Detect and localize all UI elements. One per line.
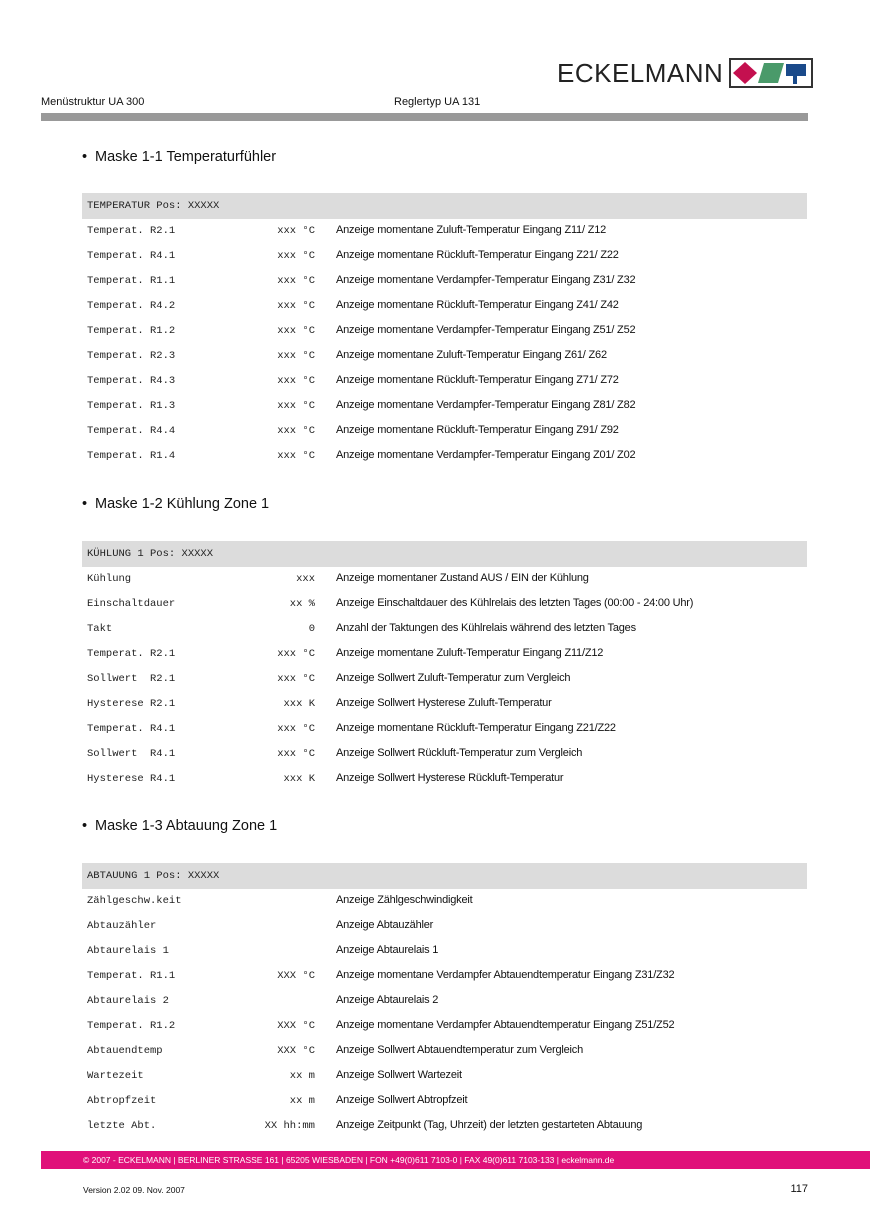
footer-version: Version 2.02 09. Nov. 2007 (83, 1185, 185, 1195)
row-label: Abtropfzeit (87, 1095, 157, 1107)
table-row (82, 394, 807, 419)
logo-blue-square (786, 64, 806, 76)
row-value: xxx °C (277, 350, 315, 362)
row-label: Abtauendtemp (87, 1045, 163, 1057)
row-description: Anzeige momentane Verdampfer-Temperatur Eingang Z51/ Z52 (336, 324, 636, 336)
row-description: Anzeige Sollwert Rückluft-Temperatur zum Vergleich (336, 747, 583, 759)
table-row (82, 244, 807, 269)
table-row (82, 319, 807, 344)
header-controller-type: Reglertyp UA 131 (394, 96, 481, 108)
row-label: Temperat. R2.1 (87, 648, 176, 660)
row-label: Temperat. R1.3 (87, 400, 176, 412)
row-description: Anzeige momentane Zuluft-Temperatur Eingang Z61/ Z62 (336, 349, 607, 361)
row-description: Anzeige Sollwert Abtropfzeit (336, 1094, 468, 1106)
table-row (82, 767, 807, 792)
eckelmann-logo (557, 58, 813, 88)
table-row (82, 419, 807, 444)
row-label: Zählgeschw.keit (87, 895, 182, 907)
row-value: xxx °C (277, 748, 315, 760)
table-row (82, 592, 807, 617)
row-value: xx m (289, 1095, 315, 1107)
row-value: xxx °C (277, 325, 315, 337)
bullet-icon: • (82, 818, 88, 834)
row-value: xxx K (283, 698, 315, 710)
row-value: xxx (296, 573, 315, 585)
row-label: Temperat. R4.1 (87, 723, 176, 735)
table-row (82, 667, 807, 692)
row-description: Anzeige Sollwert Hysterese Zuluft-Temperatur (336, 697, 552, 709)
row-value: xx m (289, 1070, 315, 1082)
table-row (82, 989, 807, 1014)
row-label: Temperat. R4.3 (87, 375, 176, 387)
section-title-text: Maske 1-2 Kühlung Zone 1 (95, 496, 270, 512)
header-document-title: Menüstruktur UA 300 (41, 96, 145, 108)
row-label: Temperat. R4.4 (87, 425, 176, 437)
row-description: Anzahl der Taktungen des Kühlrelais während des letzten Tages (336, 622, 636, 634)
row-value: xx % (289, 598, 315, 610)
row-description: Anzeige momentane Verdampfer Abtauendtemperatur Eingang Z31/Z32 (336, 969, 675, 981)
section-title (82, 149, 276, 165)
table-header: KÜHLUNG 1 Pos: XXXXX (82, 541, 807, 567)
table-row (82, 939, 807, 964)
bullet-icon: • (82, 496, 88, 512)
table-row (82, 1064, 807, 1089)
section-title-text: Maske 1-3 Abtauung Zone 1 (95, 818, 278, 834)
table-row (82, 444, 807, 469)
row-label: Abtaurelais 1 (87, 945, 169, 957)
row-label: Hysterese R4.1 (87, 773, 176, 785)
row-value: XX hh:mm (264, 1120, 315, 1132)
row-label: Einschaltdauer (87, 598, 176, 610)
row-description: Anzeige Abtaurelais 1 (336, 944, 439, 956)
row-label: Temperat. R4.2 (87, 300, 176, 312)
header-divider (41, 113, 808, 121)
row-description: Anzeige momentane Zuluft-Temperatur Eingang Z11/ Z12 (336, 224, 607, 236)
row-label: Sollwert R2.1 (87, 673, 176, 685)
table-row (82, 914, 807, 939)
row-value: xxx °C (277, 723, 315, 735)
row-value: XXX °C (277, 1020, 315, 1032)
table-row (82, 294, 807, 319)
table-row (82, 567, 807, 592)
row-value: XXX °C (277, 970, 315, 982)
row-description: Anzeige Abtauzähler (336, 919, 434, 931)
row-description: Anzeige momentane Verdampfer-Temperatur Eingang Z01/ Z02 (336, 449, 636, 461)
row-label: Takt (87, 623, 113, 635)
row-description: Anzeige Sollwert Wartezeit (336, 1069, 462, 1081)
row-label: letzte Abt. (87, 1120, 157, 1132)
table-row (82, 1039, 807, 1064)
table-row (82, 1114, 807, 1139)
row-value: xxx K (283, 773, 315, 785)
logo-text: ECKELMANN (557, 57, 724, 88)
section-title-text: Maske 1-1 Temperaturfühler (95, 149, 277, 165)
table-row (82, 219, 807, 244)
row-value: xxx °C (277, 400, 315, 412)
row-label: Temperat. R1.2 (87, 1020, 176, 1032)
row-label: Temperat. R1.1 (87, 275, 176, 287)
table-row (82, 1089, 807, 1114)
row-value: xxx °C (277, 648, 315, 660)
row-label: Hysterese R2.1 (87, 698, 176, 710)
row-description: Anzeige Zählgeschwindigkeit (336, 894, 473, 906)
table-row (82, 617, 807, 642)
page-number: 117 (790, 1183, 808, 1195)
row-description: Anzeige momentane Verdampfer-Temperatur Eingang Z31/ Z32 (336, 274, 636, 286)
section-title (82, 818, 277, 834)
row-value: xxx °C (277, 375, 315, 387)
row-description: Anzeige momentane Rückluft-Temperatur Eingang Z21/Z22 (336, 722, 616, 734)
row-value: xxx °C (277, 275, 315, 287)
table-row (82, 692, 807, 717)
logo-mark-icon (729, 58, 813, 88)
table-row (82, 742, 807, 767)
row-value: xxx °C (277, 673, 315, 685)
row-label: Wartezeit (87, 1070, 144, 1082)
row-label: Temperat. R4.1 (87, 250, 176, 262)
row-value: xxx °C (277, 450, 315, 462)
table-row (82, 717, 807, 742)
table-row (82, 1014, 807, 1039)
table-row (82, 964, 807, 989)
row-description: Anzeige Einschaltdauer des Kühlrelais des letzten Tages (00:00 - 24:00 Uhr) (336, 597, 694, 609)
row-description: Anzeige momentane Rückluft-Temperatur Eingang Z91/ Z92 (336, 424, 619, 436)
table-header: ABTAUUNG 1 Pos: XXXXX (82, 863, 807, 889)
logo-green-parallelogram (758, 63, 784, 83)
bullet-icon: • (82, 149, 88, 165)
row-label: Temperat. R1.1 (87, 970, 176, 982)
row-description: Anzeige Sollwert Zuluft-Temperatur zum Vergleich (336, 672, 571, 684)
row-description: Anzeige momentaner Zustand AUS / EIN der Kühlung (336, 572, 589, 584)
table-row (82, 344, 807, 369)
row-description: Anzeige momentane Rückluft-Temperatur Eingang Z71/ Z72 (336, 374, 619, 386)
row-value: XXX °C (277, 1045, 315, 1057)
section-title (82, 496, 269, 512)
row-label: Temperat. R2.3 (87, 350, 176, 362)
row-label: Temperat. R1.4 (87, 450, 176, 462)
table-row (82, 369, 807, 394)
row-label: Abtauzähler (87, 920, 157, 932)
table-row (82, 642, 807, 667)
row-description: Anzeige momentane Rückluft-Temperatur Eingang Z41/ Z42 (336, 299, 619, 311)
row-description: Anzeige momentane Zuluft-Temperatur Eingang Z11/Z12 (336, 647, 604, 659)
row-label: Kühlung (87, 573, 132, 585)
logo-red-diamond (733, 62, 757, 84)
row-value: xxx °C (277, 250, 315, 262)
row-description: Anzeige Abtaurelais 2 (336, 994, 439, 1006)
row-description: Anzeige Zeitpunkt (Tag, Uhrzeit) der letzten gestarteten Abtauung (336, 1119, 643, 1131)
row-description: Anzeige momentane Verdampfer-Temperatur Eingang Z81/ Z82 (336, 399, 636, 411)
row-description: Anzeige momentane Verdampfer Abtauendtemperatur Eingang Z51/Z52 (336, 1019, 675, 1031)
row-label: Temperat. R1.2 (87, 325, 176, 337)
row-value: xxx °C (277, 225, 315, 237)
row-label: Sollwert R4.1 (87, 748, 176, 760)
row-description: Anzeige Sollwert Hysterese Rückluft-Temperatur (336, 772, 564, 784)
table-header: TEMPERATUR Pos: XXXXX (82, 193, 807, 219)
row-description: Anzeige momentane Rückluft-Temperatur Eingang Z21/ Z22 (336, 249, 619, 261)
row-value: xxx °C (277, 425, 315, 437)
row-value: xxx °C (277, 300, 315, 312)
row-label: Temperat. R2.1 (87, 225, 176, 237)
row-description: Anzeige Sollwert Abtauendtemperatur zum Vergleich (336, 1044, 584, 1056)
row-value: 0 (308, 623, 315, 635)
footer-address-bar: © 2007 - ECKELMANN | BERLINER STRASSE 161 | 65205 WIESBADEN | FON +49(0)611 7103-0 | FAX 49(0)611 7103-133 | eckelmann.de (41, 1151, 870, 1169)
table-row (82, 269, 807, 294)
row-label: Abtaurelais 2 (87, 995, 169, 1007)
table-row (82, 889, 807, 914)
